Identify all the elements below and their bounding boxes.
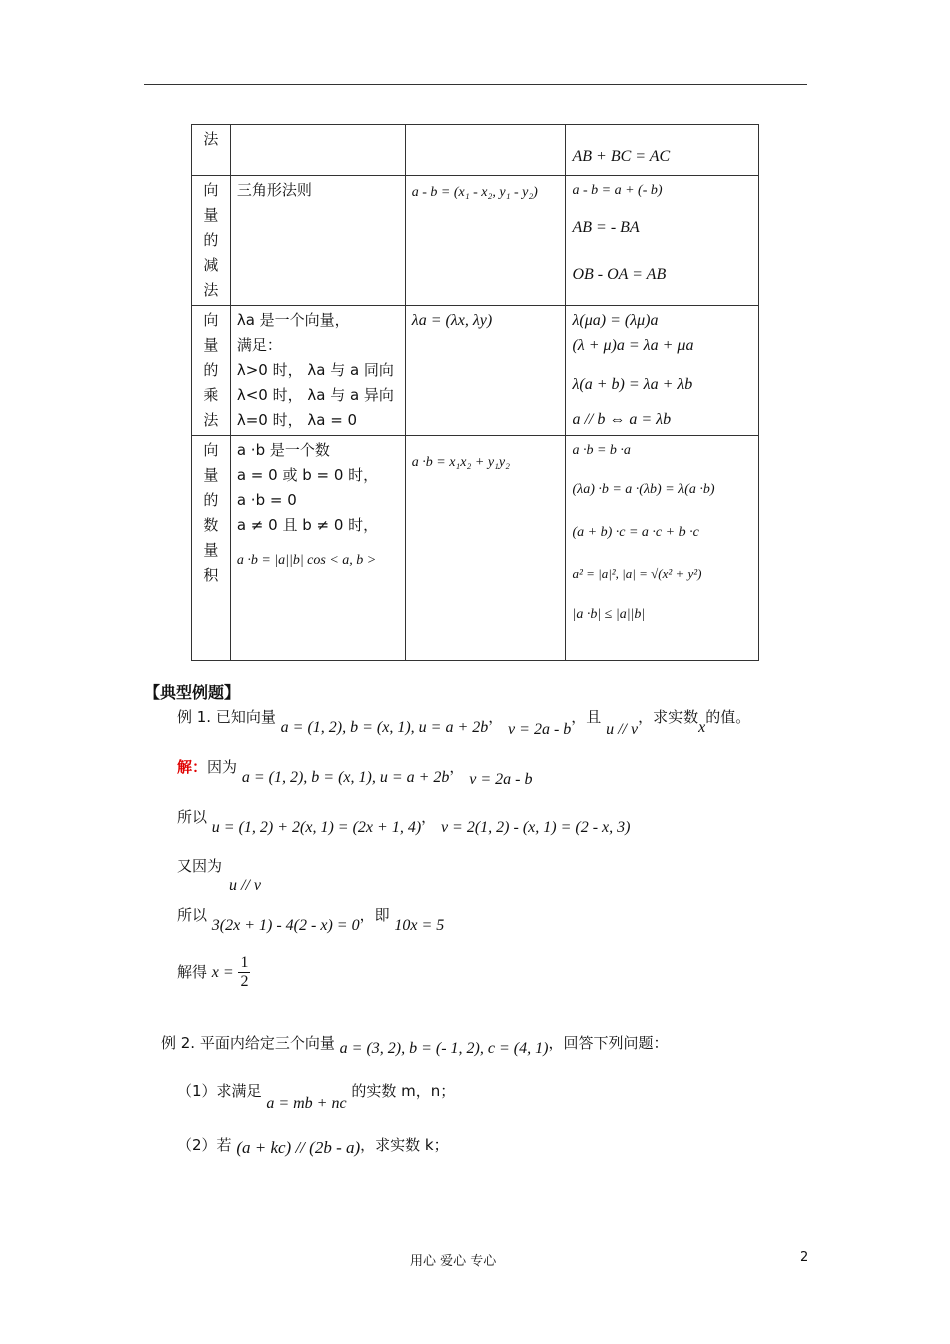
formula: AB + BC = AC [572,148,671,165]
vector-operations-table [191,124,759,661]
table-row [192,306,759,436]
example2-statement: 例 2. 平面内给定三个向量 a = (3, 2), b = (- 1, 2), c = (4, 1)，回答下列问题： [161,1034,669,1057]
solution-line-2: 所以 u = (1, 2) + 2(x, 1) = (2x + 1, 4)， v = 2(1, 2) - (x, 1) = (2 - x, 3) [177,808,631,836]
solution-line-3: 又因为 u // v [177,857,261,894]
example2-question-1: （1）求满足 a = mb + nc 的实数 m，n； [177,1082,456,1112]
property-cell: λ(μa) = (λμ)a (λ + μ)a = λa + μa λ(a + b) = λa + λb a // b ⇔ a = λb [566,306,759,436]
solution-line-4: 所以 3(2x + 1) - 4(2 - x) = 0，即 10x = 5 [177,906,445,934]
example1-statement: 例 1. 已知向量 a = (1, 2), b = (x, 1), u = a + 2b， v = 2a - b，且 u // v，求实数x的值。 [177,708,751,738]
definition-cell [230,125,405,176]
coordinate-cell: a ·b = x₁x₂ + y₁y₂ [405,436,566,661]
solution-line-5: 解得 x = $\frac{1}{2}$ [177,954,249,990]
table-row [192,176,759,306]
solution-line-1: 解：因为 a = (1, 2), b = (x, 1), u = a + 2b， v = 2a - b [177,758,533,788]
coordinate-cell: λa = (λx, λy) [405,306,566,436]
row-label: 向 量 的 减 法 [192,176,231,306]
row-label: 向 量 的 数 量 积 [192,436,231,661]
example2-question-2: （2）若 (a + kc) // (2b - a)，求实数 k； [177,1136,449,1157]
coordinate-cell [405,125,566,176]
definition-cell: a ·b 是一个数 a = 0 或 b = 0 时， a ·b = 0 a ≠ 0 且 b ≠ 0 时， a ·b = |a||b| cos < a, b > [230,436,405,661]
property-cell: a ·b = b ·a (λa) ·b = a ·(λb) = λ(a ·b) (a + b) ·c = a ·c + b ·c a² = |a|², |a| = √(x² + y²) |a ·b| ≤ |a||b| [566,436,759,661]
row-label: 法 [192,125,231,176]
header-rule [144,84,807,85]
definition-cell: λa 是一个向量， 满足： λ>0 时， λa 与 a 同向 λ<0 时， λa 与 a 异向 λ=0 时， λa = 0 [230,306,405,436]
section-title: 【典型例题】 [144,683,241,702]
fraction: $\frac{1}{2}$ [240,954,249,990]
definition-cell: 三角形法则 [230,176,405,306]
property-cell: a - b = a + (- b) AB = - BA OB - OA = AB [566,176,759,306]
property-cell [566,125,759,176]
page-number: 2 [800,1250,809,1265]
coordinate-cell: a - b = (x₁ - x₂, y₁ - y₂) [405,176,566,306]
table-row [192,125,759,176]
table-row [192,436,759,661]
footer-motto: 用心 爱心 专心 [410,1254,497,1269]
row-label: 向 量 的 乘 法 [192,306,231,436]
